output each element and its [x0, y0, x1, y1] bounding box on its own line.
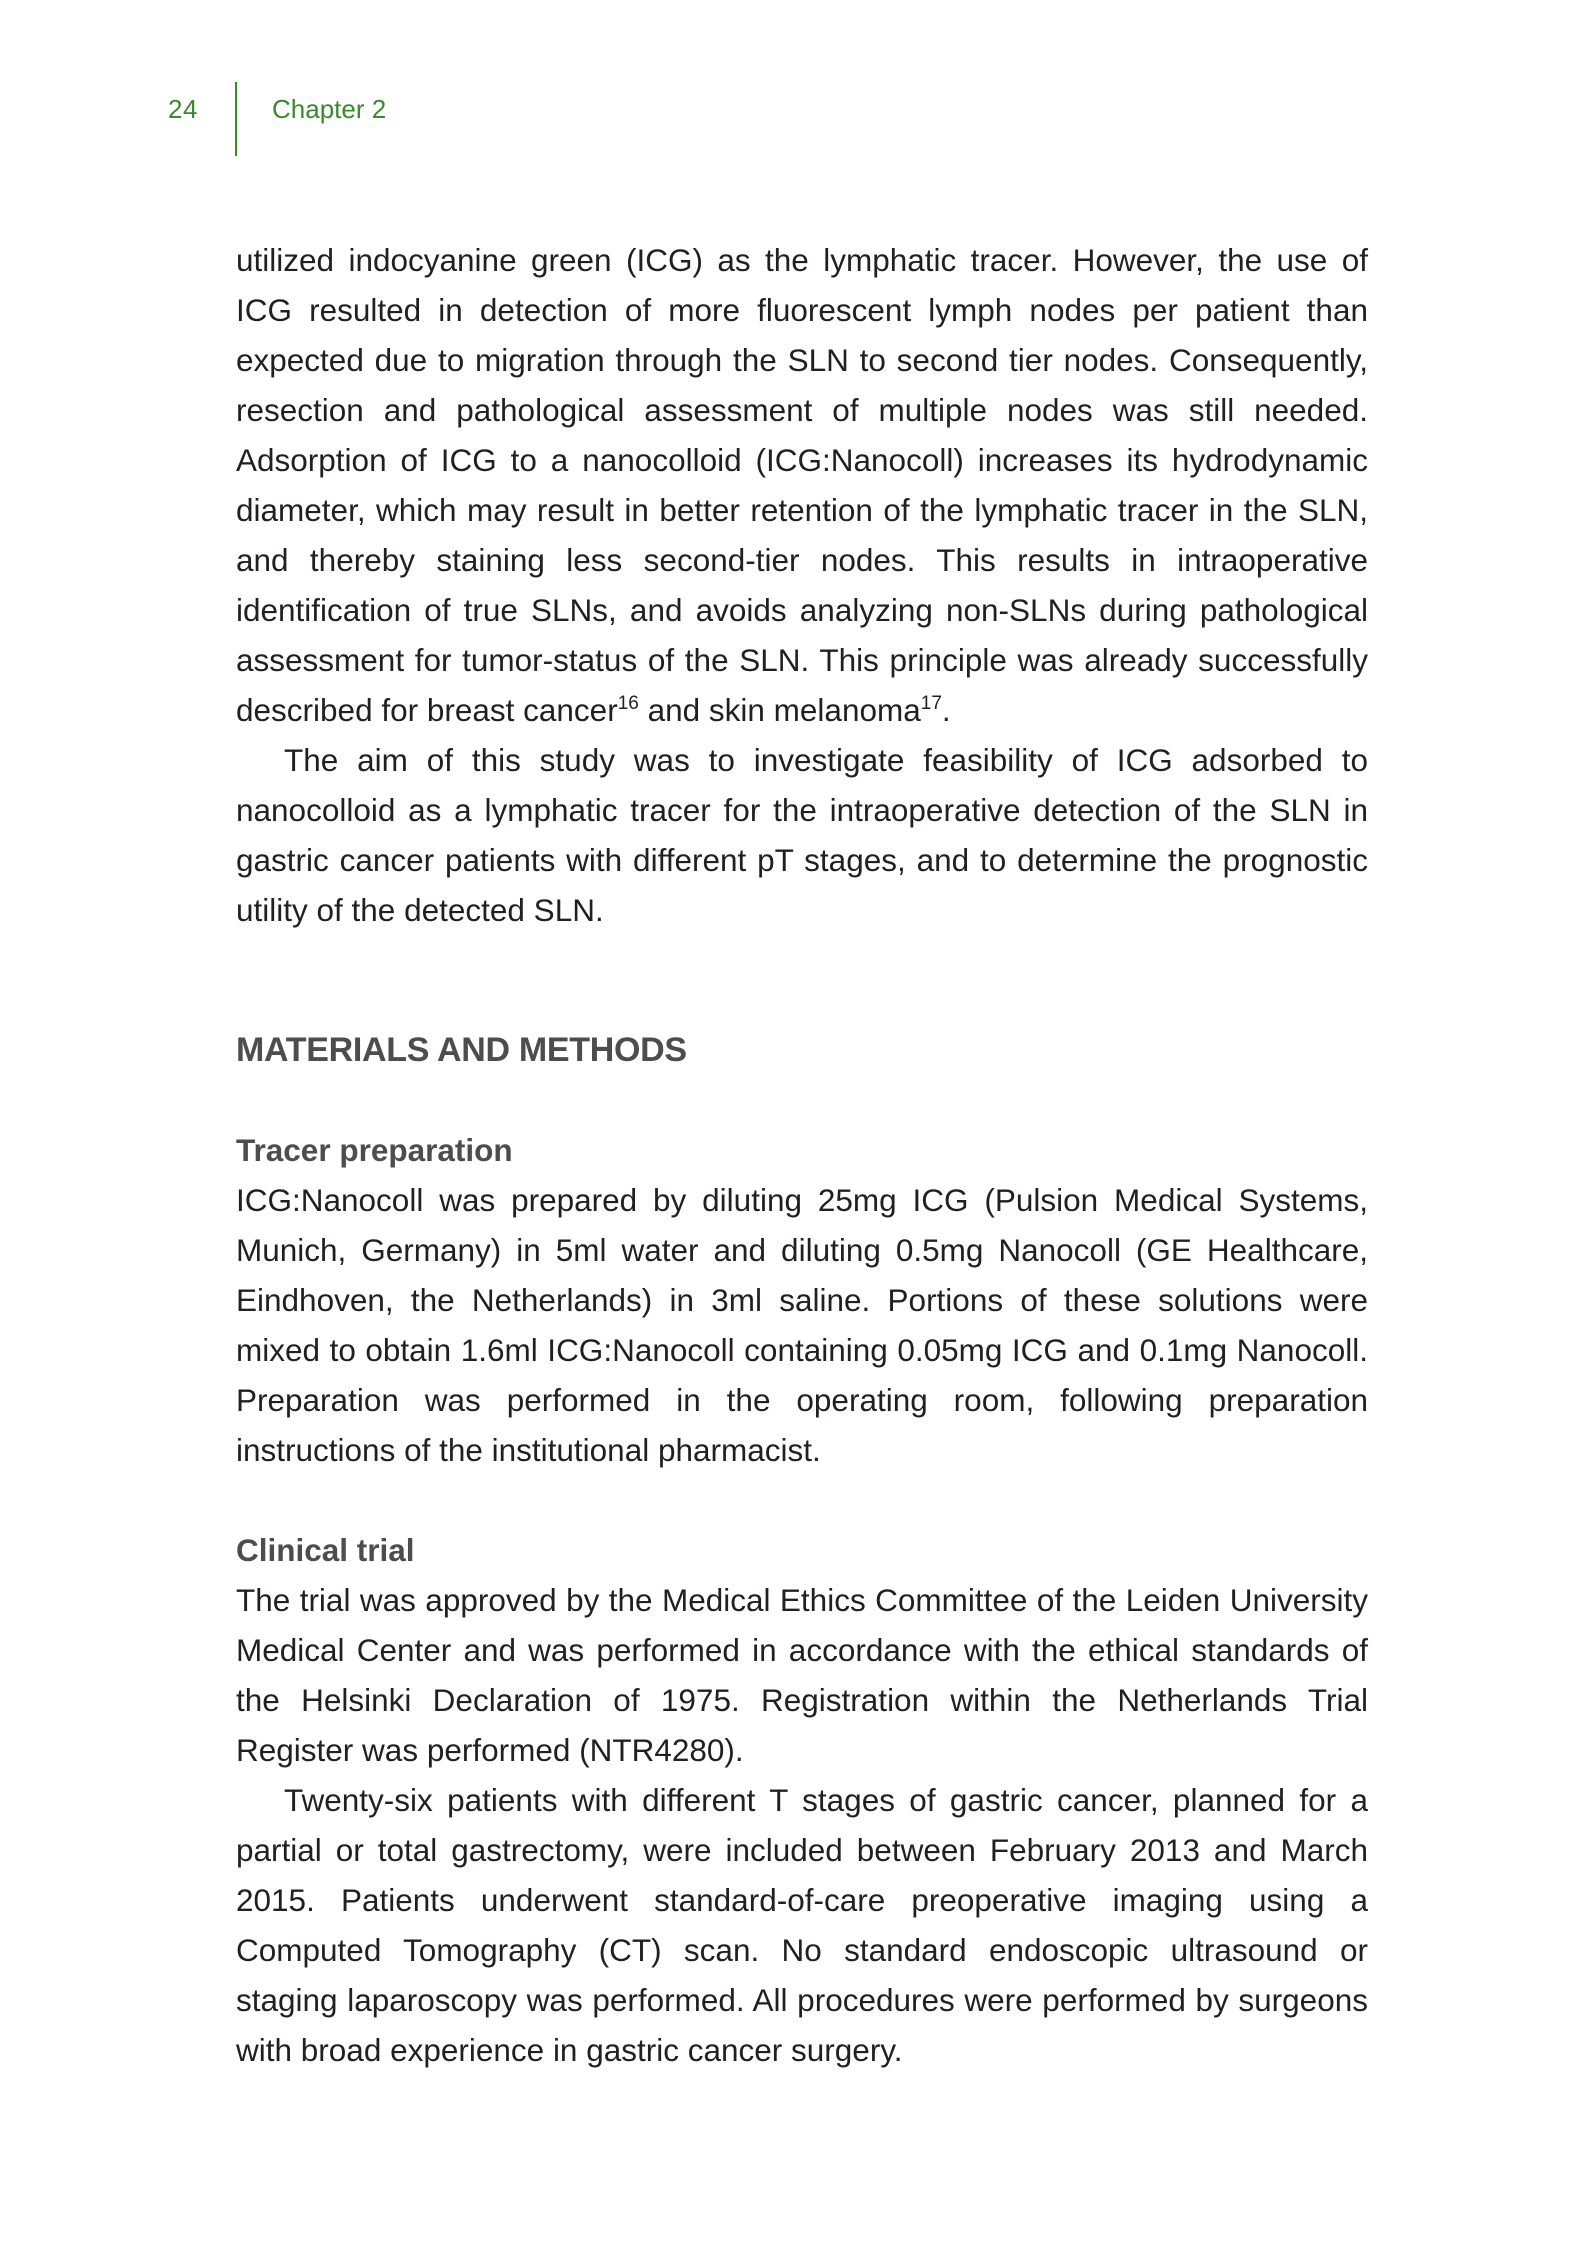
- tracer-paragraph: ICG:Nanocoll was prepared by diluting 25mg ICG (Pulsion Medical Systems, Munich, Germany) in 5ml water and diluting 0.5mg Nanocoll (GE Healthcare, Eindhoven, the Netherlands) in 3ml saline. Portions of these solutions were mixed to obtain 1.6ml ICG:Nanocoll containing 0.05mg ICG and 0.1mg Nanocoll. Preparation was performed in the operating room, following preparation instructions of the institutional pharmacist.: [236, 1182, 1368, 1468]
- intro-paragraph-1: [236, 235, 1368, 735]
- page-body: [236, 235, 1368, 2075]
- section-heading-methods: MATERIALS AND METHODS: [236, 1031, 687, 1069]
- reference-16: 16: [617, 693, 639, 714]
- header-divider: [235, 82, 237, 156]
- intro-paragraph-2: The aim of this study was to investigate feasibility of ICG adsorbed to nanocolloid as a lymphatic tracer for the intraoperative detection of the SLN in gastric cancer patients with different pT stages, and to determine the prognostic utility of the detected SLN.: [236, 742, 1368, 928]
- intro-text-b: and skin melanoma: [638, 692, 921, 728]
- intro-text-c: .: [941, 692, 951, 728]
- intro-text-a: utilized indocyanine green (ICG) as the lymphatic tracer. However, the use of ICG resulted in detection of more fluorescent lymph nodes per patient than expected due to migration through the SLN to second tier nodes. Consequently, resection and pathological assessment of multiple nodes was still needed. Adsorption of ICG to a nanocolloid (ICG:Nanocoll) increases its hydrodynamic diameter, which may result in better retention of the lymphatic tracer in the SLN, and thereby staining less second-tier nodes. This results in intraoperative identification of true SLNs, and avoids analyzing non-SLNs during pathological assessment for tumor-status of the SLN. This principle was already successfully described for breast cancer: [236, 242, 1368, 728]
- subheading-clinical-trial: Clinical trial: [236, 1532, 415, 1568]
- trial-paragraph-1: The trial was approved by the Medical Ethics Committee of the Leiden University Medical Center and was performed in accordance with the ethical standards of the Helsinki Declaration of 1975. Registration within the Netherlands Trial Register was performed (NTR4280).: [236, 1582, 1368, 1768]
- subheading-tracer-preparation: Tracer preparation: [236, 1132, 513, 1168]
- page-number: 24: [168, 94, 198, 124]
- trial-paragraph-2: Twenty-six patients with different T stages of gastric cancer, planned for a partial or total gastrectomy, were included between February 2013 and March 2015. Patients underwent standard-of-care preoperative imaging using a Computed Tomography (CT) scan. No standard endoscopic ultrasound or staging laparoscopy was performed. All procedures were performed by surgeons with broad experience in gastric cancer surgery.: [236, 1782, 1368, 2068]
- reference-17: 17: [920, 693, 942, 714]
- chapter-label: Chapter 2: [272, 94, 387, 124]
